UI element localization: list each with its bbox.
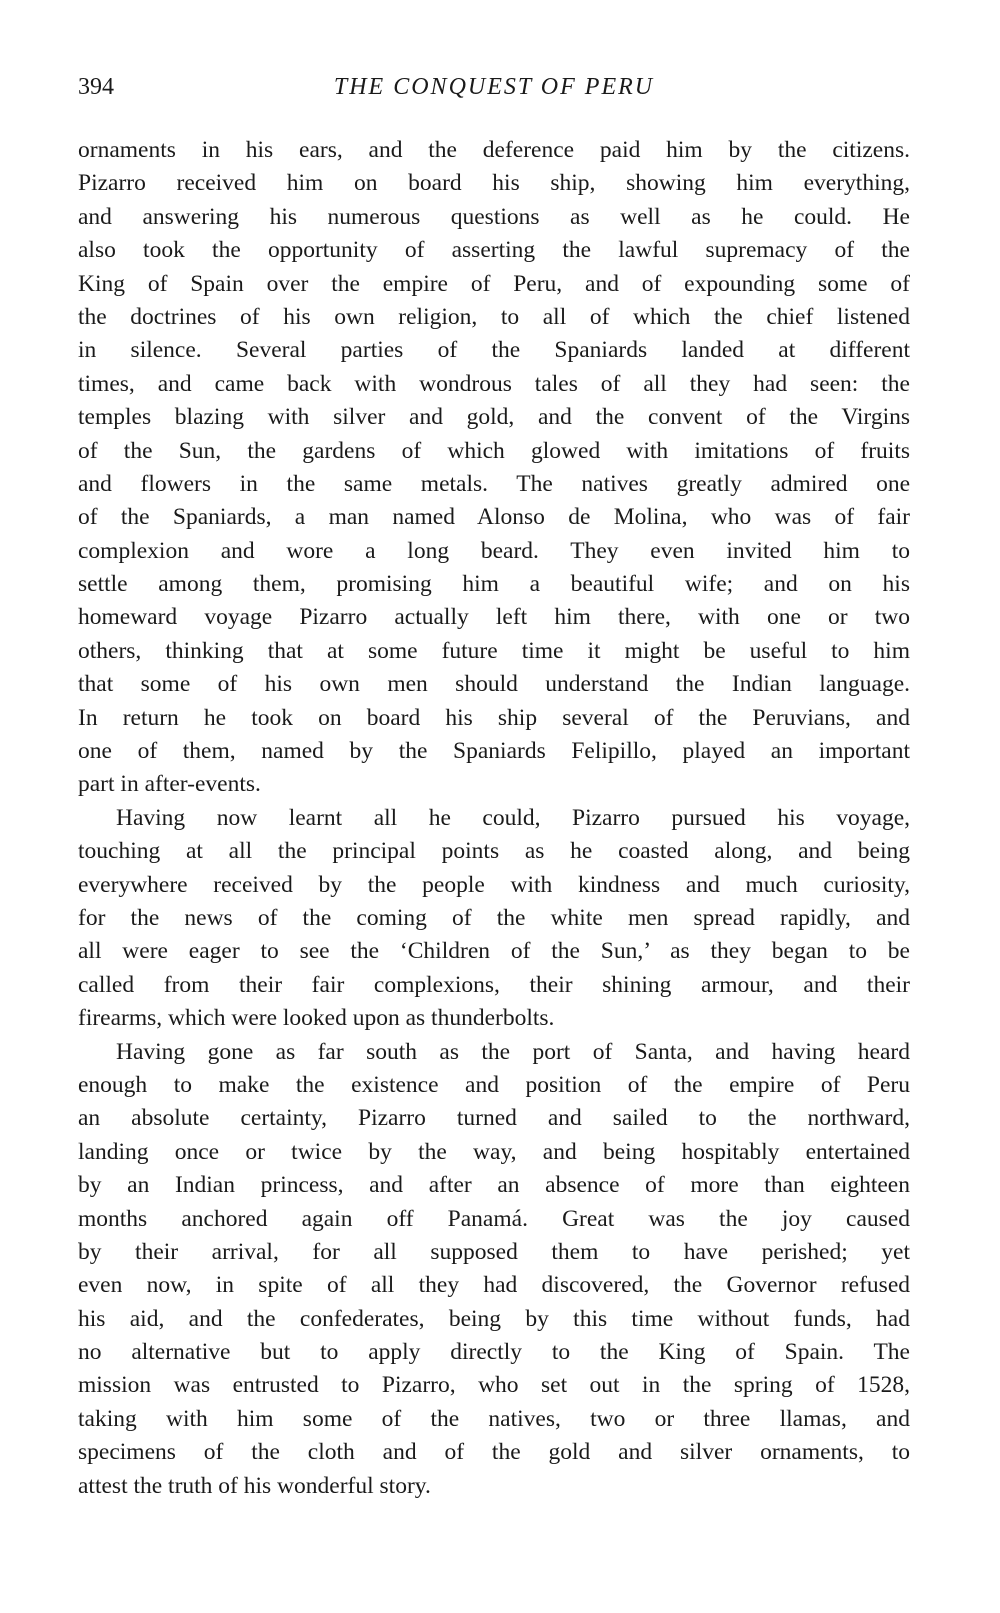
text-line: by their arrival, for all supposed them to have perished; yet (78, 1238, 910, 1265)
text-line: no alternative but to apply directly to the King of Spain. The (78, 1339, 910, 1366)
text-line: and answering his numerous questions as well as he could. He (78, 203, 910, 230)
text-line: also took the opportunity of asserting the lawful supremacy of the (78, 237, 910, 264)
text-line: one of them, named by the Spaniards Felipillo, played an important (78, 738, 910, 765)
text-line: everywhere received by the people with kindness and much curiosity, (78, 871, 910, 898)
text-line: for the news of the coming of the white men spread rapidly, and (78, 904, 910, 931)
text-line: in silence. Several parties of the Spaniards landed at different (78, 337, 910, 364)
text-line: the doctrines of his own religion, to all of which the chief listened (78, 303, 910, 330)
text-line: complexion and wore a long beard. They even invited him to (78, 537, 910, 564)
text-line: Having gone as far south as the port of Santa, and having heard (116, 1038, 910, 1065)
text-line: enough to make the existence and position of the empire of Peru (78, 1071, 910, 1098)
text-line: Pizarro received him on board his ship, showing him everything, (78, 170, 910, 197)
text-line: homeward voyage Pizarro actually left him there, with one or two (78, 604, 910, 631)
text-line: mission was entrusted to Pizarro, who set out in the spring of 1528, (78, 1372, 910, 1399)
text-line: specimens of the cloth and of the gold and silver ornaments, to (78, 1439, 910, 1466)
text-line: King of Spain over the empire of Peru, and of expounding some of (78, 270, 910, 297)
running-header (78, 74, 910, 108)
text-line: of the Sun, the gardens of which glowed with imitations of fruits (78, 437, 910, 464)
running-title: THE CONQUEST OF PERU (333, 74, 655, 100)
text-line: Having now learnt all he could, Pizarro pursued his voyage, (116, 804, 910, 831)
text-line: that some of his own men should understand the Indian language. (78, 671, 910, 698)
text-line: of the Spaniards, a man named Alonso de Molina, who was of fair (78, 504, 910, 531)
text-line: others, thinking that at some future time it might be useful to him (78, 637, 910, 664)
text-line: In return he took on board his ship several of the Peruvians, and (78, 704, 910, 731)
text-line: settle among them, promising him a beautiful wife; and on his (78, 571, 910, 598)
text-line: times, and came back with wondrous tales of all they had seen: the (78, 370, 910, 397)
text-line: his aid, and the confederates, being by this time without funds, had (78, 1305, 910, 1332)
text-line: landing once or twice by the way, and being hospitably entertained (78, 1138, 910, 1165)
text-line: by an Indian princess, and after an absence of more than eighteen (78, 1172, 910, 1199)
text-line: part in after-events. (78, 771, 261, 798)
text-line: firearms, which were looked upon as thunderbolts. (78, 1005, 555, 1032)
text-line: ornaments in his ears, and the deference paid him by the citizens. (78, 137, 910, 163)
text-line: taking with him some of the natives, two or three llamas, and (78, 1405, 910, 1432)
text-line: touching at all the principal points as he coasted along, and being (78, 838, 910, 865)
text-line: called from their fair complexions, their shining armour, and their (78, 971, 910, 998)
text-line: months anchored again off Panamá. Great was the joy caused (78, 1205, 910, 1232)
text-line: attest the truth of his wonderful story. (78, 1472, 431, 1499)
text-line: and flowers in the same metals. The natives greatly admired one (78, 470, 910, 497)
page-body-text (78, 134, 910, 1503)
text-line: temples blazing with silver and gold, and the convent of the Virgins (78, 404, 910, 431)
text-line: an absolute certainty, Pizarro turned and sailed to the northward, (78, 1105, 910, 1132)
text-line: all were eager to see the ‘Children of the Sun,’ as they began to be (78, 938, 910, 965)
text-line: even now, in spite of all they had discovered, the Governor refused (78, 1272, 910, 1299)
page-number: 394 (78, 74, 114, 100)
